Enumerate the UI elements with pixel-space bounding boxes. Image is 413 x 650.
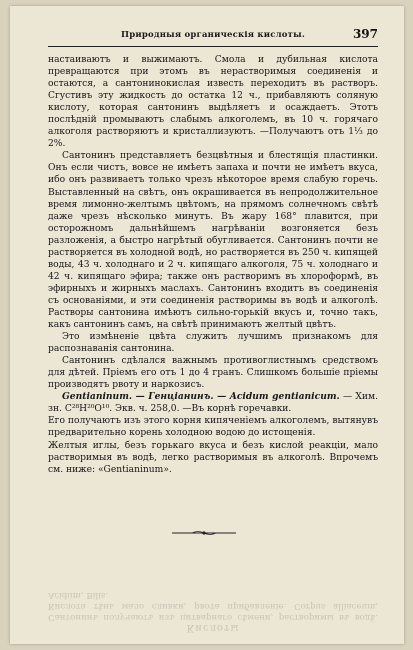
book-page [10,6,404,644]
bleed-through-text [48,553,378,633]
section-end-ornament [170,529,238,537]
body-text [48,54,378,476]
page-number: 397 [352,27,378,41]
running-title: Природныя органическія кислоты. [120,30,306,40]
gentianin-formula: — Хим. зн. C²⁸H²⁰O¹⁰. Экв. ч. 258,0. —Въ корнѣ горечавки. [48,392,378,415]
gentianin-entry [48,391,378,415]
paragraph-gentianin-preparation: Его получаютъ изъ этого корня кипяченіемъ алкоголемъ, вытянувъ предварительно корень холодною водою до истощенія. [48,416,378,439]
paragraph-gentianin-properties: Желтыя иглы, безъ горькаго вкуса и безъ кислой реакціи, мало растворимыя въ водѣ, легко растворимыя въ алкоголѣ. Впрочемъ см. ниже: «Gentianinum». [48,440,378,475]
bleed-through-heading: Кислоты [186,622,240,633]
page-header [48,28,378,47]
paragraph-properties: Сантонинъ представляетъ безцвѣтныя и блестящія пластинки. Онъ если чистъ, вовсе не имѣетъ запаха и почти не имѣетъ вкуса, ибо онъ развиваетъ только чрезъ нѣкоторое время слабую горечь. Выставленный на свѣтъ, онъ окрашивается въ непродолжительное время лимонно-желтымъ цвѣтомъ, на прямомъ солнечномъ свѣтѣ даже чрезъ нѣсколько минутъ. Въ жару 168° плавится, при осторожномъ дальнѣйшемъ нагрѣваніи возгоняется безъ разложенія, а быстро нагрѣтый обугливается. Сантонинъ почти не растворяется въ холодной водѣ, но растворяется въ 250 ч. кипящей воды, 43 ч. холоднаго и 2 ч. кипящаго алкоголя, 75 ч. холоднаго и 42 ч. кипящаго эфира; также онъ растворимъ въ хлороформѣ, въ эфирныхъ и жирныхъ маслахъ. Сантонинъ входитъ въ соединенія съ основаніями, и эти соединенія растворимы въ водѣ и алкоголѣ. Растворы сантонина имѣютъ сильно-горькій вкусъ и, точно такъ, какъ сантонинъ самъ, на свѣтѣ принимаютъ желтый цвѣтъ. [48,151,378,331]
bleed-through-lines: Сантонинъ получаютъ изъ цитварнаго сѣмени, растворимы въ водѣ. Кислота тѣнь мало сливки, рвота прибавленіе. Corpus alliaceum, Acidum, Bilis. [48,590,378,622]
paragraph-preparation: настаиваютъ и выжимаютъ. Смола и дубильная кислота превращаются при этомъ въ нерастворимыя соединенія и остаются, а сантонинокислая известь переходитъ въ растворъ. Сгустивъ эту жидкость до остатка 12 ч., прибавляютъ соляную кислоту, которая сантонинъ выдѣляетъ и осаждаетъ. Этотъ послѣдній промываютъ слабымъ алкоголемъ, въ 10 ч. горячаго алкоголя растворяютъ и кристаллизуютъ. —Получаютъ отъ 1⅓ до 2%. [48,55,378,150]
gentianin-heading: Gentianinum. — Генціанинъ. — Acidum gentianicum. [62,391,340,403]
paragraph-color-test: Это измѣненіе цвѣта служитъ лучшимъ признакомъ для распознаванія сантонина. [48,332,378,355]
paragraph-medical-use: Сантонинъ сдѣлался важнымъ противоглистнымъ средствомъ для дѣтей. Пріемъ его отъ 1 до 4 гранъ. Слишкомъ большіе пріемы производятъ рвоту и наркозисъ. [48,356,378,391]
